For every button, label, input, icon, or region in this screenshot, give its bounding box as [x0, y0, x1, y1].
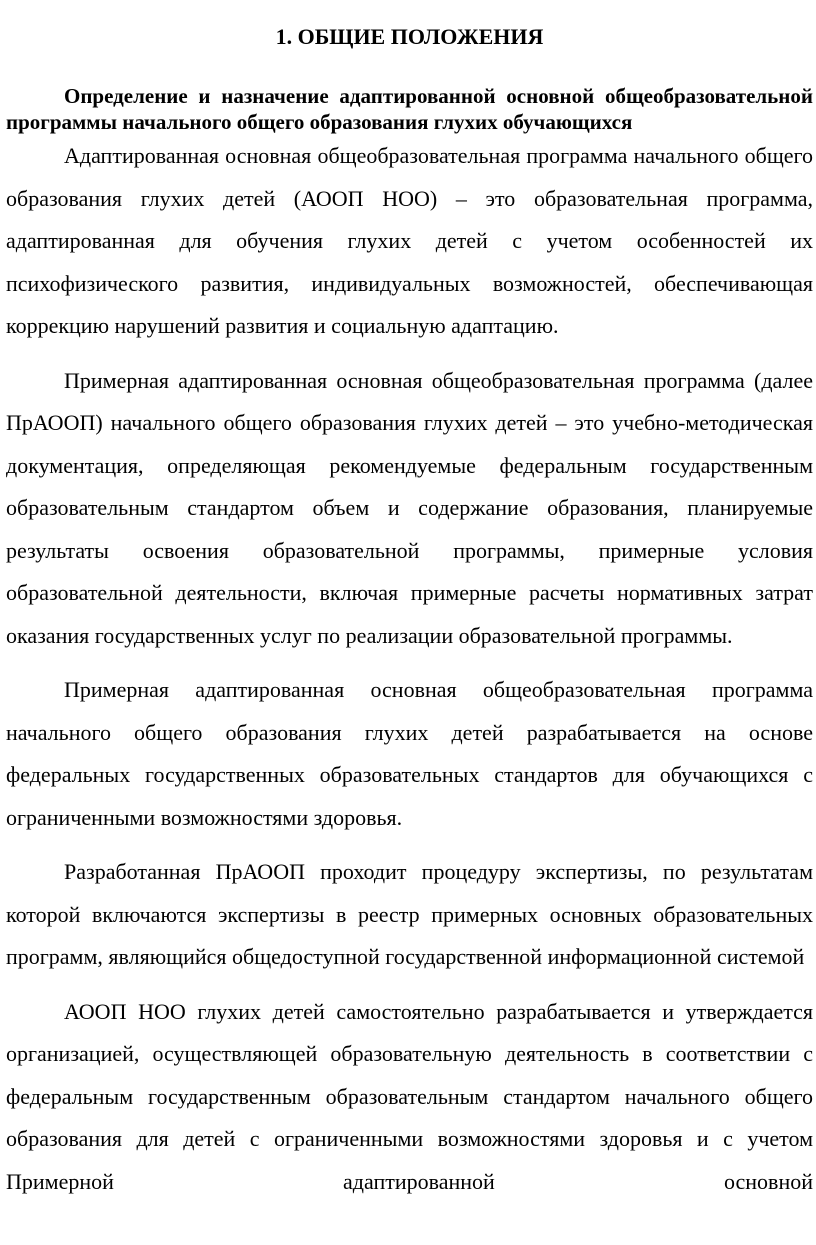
paragraph: Примерная адаптированная основная общеобразовательная программа начального общего образования глухих детей разрабатывается на основе федеральных государственных образовательных стандартов для обучающихся с ограниченными возможностями здоровья. [6, 677, 813, 830]
paragraph: Примерная адаптированная основная общеобразовательная программа (далее ПрАООП) начального общего образования глухих детей – это учебно-методическая документация, определяющая рекомендуемые федеральным государственным образовательным стандартом объем и содержание образования, планируемые результаты освоения образовательной программы, примерные условия образовательной деятельности, включая примерные расчеты нормативных затрат оказания государственных услуг по реализации образовательной программы. [6, 367, 813, 648]
section-title: 1. ОБЩИЕ ПОЛОЖЕНИЯ [275, 24, 544, 49]
document-subtitle: Определение и назначение адаптированной основной общеобразовательной программы начального общего образования глухих обучающихся [6, 84, 813, 134]
document-page [6, 0, 813, 1203]
paragraph: Адаптированная основная общеобразовательная программа начального общего образования глухих детей (АООП НОО) – это образовательная программа, адаптированная для обучения глухих детей с учетом особенностей их психофизического развития, индивидуальных возможностей, обеспечивающая коррекцию нарушений развития и социальную адаптацию. [6, 143, 813, 338]
paragraph: АООП НОО глухих детей самостоятельно разрабатывается и утверждается организацией, осуществляющей образовательную деятельность в соответствии с федеральным государственным образовательным стандартом начального общего образования для детей с ограниченными возможностями здоровья и с учетом Примерной адаптированной основной [6, 998, 813, 1194]
paragraph: Разработанная ПрАООП проходит процедуру экспертизы, по результатам которой включаются экспертизы в реестр примерных основных образовательных программ, являющийся общедоступной государственной информационной системой [6, 859, 813, 969]
